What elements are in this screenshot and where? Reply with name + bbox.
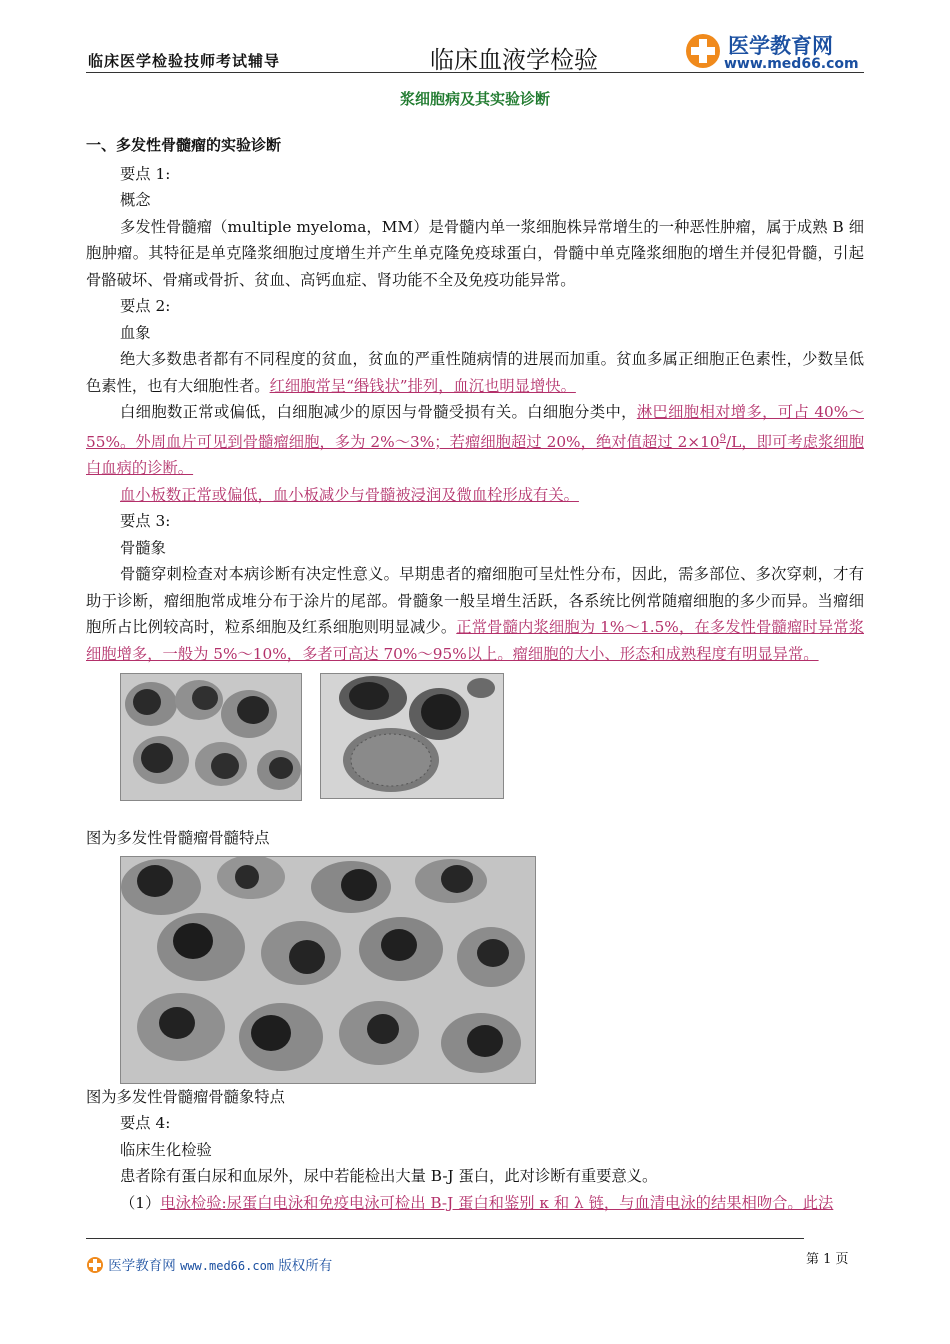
med66-cross-icon <box>86 1256 104 1274</box>
paragraph-text: 白细胞数正常或偏低，白细胞减少的原因与骨髓受损有关。白细胞分类中， <box>120 403 637 421</box>
point-label: 要点 2: <box>120 297 171 315</box>
point-heading: 临床生化检验 <box>120 1140 212 1159</box>
med66-cross-icon <box>684 32 722 70</box>
highlighted-text: 红细胞常呈“缗钱状”排列，血沉也明显增快。 <box>269 376 576 395</box>
section-title: 一、多发性骨髓瘤的实验诊断 <box>86 136 282 154</box>
paragraph: 患者除有蛋白尿和血尿外，尿中若能检出大量 B-J 蛋白，此对诊断有重要意义。 <box>120 1167 658 1186</box>
micrograph-row <box>86 673 864 825</box>
footer-brand-name: 医学教育网 <box>108 1258 176 1274</box>
micrograph-image <box>320 673 504 799</box>
highlighted-text: 血小板数正常或偏低，血小板减少与骨髓被浸润及微血栓形成有关。 <box>120 485 579 504</box>
paragraph: 多发性骨髓瘤（multiple myeloma，MM）是骨髓内单一浆细胞株异常增生的一种恶性肿瘤，属于成熟 B 细胞肿瘤。其特征是单克隆浆细胞过度增生并产生单克隆免疫球蛋白，骨髓中单克隆浆细胞的增生并侵犯骨髓，引起骨骼破坏、骨痛或骨折、贫血、高钙血症、肾功能不全及免疫功能异常。 <box>86 217 864 289</box>
paragraph <box>86 482 864 509</box>
micrograph-image <box>120 673 302 801</box>
footer-rule <box>86 1238 804 1239</box>
paragraph-text: 绝大多数患者都有不同程度的贫血，贫血的严重性随病情的进展而加重。贫血多属正细胞正色素性，少数呈低色素性，也有大细胞性者。 <box>86 350 864 395</box>
point-label: 要点 1: <box>120 164 171 183</box>
paragraph <box>86 561 864 667</box>
micrograph-large <box>120 856 536 1084</box>
point-label: 要点 4: <box>120 1114 171 1133</box>
highlighted-text: 淋巴细胞相对增多，可占 40%～55%。外周血片可见到骨髓瘤细胞，多为 2%～3%；若瘤细胞超过 20%，绝对值超过 2×10 <box>86 403 864 451</box>
paragraph <box>86 346 864 399</box>
paragraph-text: 骨髓穿刺检查对本病诊断有决定性意义。早期患者的瘤细胞可呈灶性分布，因此，需多部位、多次穿刺，才有助于诊断，瘤细胞常成堆分布于涂片的尾部。骨髓象一般呈增生活跃，各系统比例常随瘤细胞的多少而异。当瘤细胞所占比例较高时，粒系细胞及红系细胞则明显减少。 <box>86 565 864 637</box>
point-heading: 血象 <box>120 323 151 342</box>
header-rule <box>86 72 864 73</box>
footer-rights: 版权所有 <box>278 1258 333 1274</box>
document-title: 临床血液学检验 <box>430 46 598 74</box>
paragraph <box>86 399 864 482</box>
paragraph <box>86 1190 864 1217</box>
point-heading: 骨髓象 <box>120 538 166 557</box>
superscript: 9 <box>719 432 726 444</box>
logo-url: www.med66.com <box>724 56 859 72</box>
header-left-title: 临床医学检验技师考试辅导 <box>88 52 281 70</box>
highlighted-text: 电泳检验:尿蛋白电泳和免疫电泳可检出 B-J 蛋白和鉴别 κ 和 λ 链，与血清电泳的结果相吻合。此法 <box>160 1193 834 1212</box>
point-label: 要点 3: <box>120 512 171 531</box>
logo-name: 医学教育网 <box>728 34 833 58</box>
document-body <box>86 132 864 1216</box>
page-number: 第 1 页 <box>806 1252 849 1267</box>
figure-caption: 图为多发性骨髓瘤骨髓象特点 <box>86 1087 285 1106</box>
point-heading: 概念 <box>120 191 151 209</box>
header-logo <box>684 30 864 74</box>
highlighted-text: /L，即可考虑浆细胞白血病的诊断。 <box>86 432 864 478</box>
figure-caption: 图为多发性骨髓瘤骨髓特点 <box>86 829 270 848</box>
footer-brand <box>86 1254 332 1274</box>
list-marker: （1） <box>120 1193 161 1212</box>
page-subtitle: 浆细胞病及其实验诊断 <box>399 90 550 108</box>
footer-url: www.med66.com <box>180 1259 275 1273</box>
highlighted-text: 正常骨髓内浆细胞为 1%～1.5%，在多发性骨髓瘤时异常浆细胞增多，一般为 5%～10%，多者可高达 70%～95%以上。瘤细胞的大小、形态和成熟程度有明显异常。 <box>86 618 864 663</box>
